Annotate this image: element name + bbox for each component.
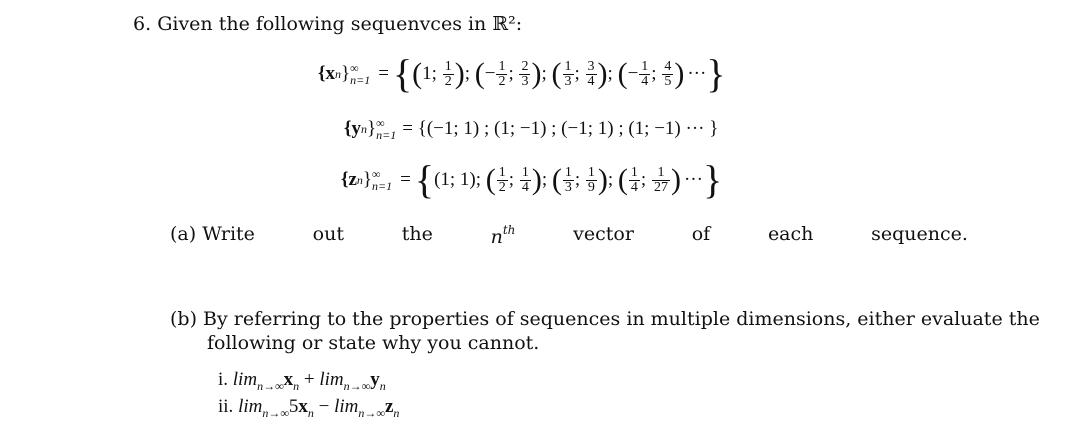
part-b-line1 — [170, 308, 1040, 330]
part-a-word: of — [691, 223, 711, 245]
sequence-y: {y n } ∞ n=1 = {(−1; 1) ; (1; −1) ; (−1; 1) ; (1; −1) ··· } — [344, 116, 719, 142]
part-a-word: sequence. — [871, 223, 968, 245]
part-b-label: (b) — [170, 308, 197, 330]
item-numeral: ii. — [218, 396, 234, 417]
question-header — [133, 13, 522, 35]
part-a-word: the — [401, 223, 433, 245]
item-numeral: i. — [218, 369, 229, 390]
part-a — [170, 223, 968, 248]
sequence-y-terms: = {(−1; 1) ; (1; −1) ; (−1; 1) ; (1; −1) ··· } — [402, 118, 719, 139]
part-b-item-i: i. $\lim_{n\to\infty}x_n + \lim_{n\to\infty}y_n$ — [218, 369, 386, 393]
part-a-nth: $n^{th}$ — [490, 223, 516, 248]
part-a-word: out — [312, 223, 344, 245]
part-a-word: each — [767, 223, 814, 245]
question-number: 6. — [133, 13, 152, 35]
sequence-z: {z n } ∞ n=1 = { (1; 1); ( $\frac{1}{2}$ ; $\frac{1}{4}$ ) ; ( $\frac{1}{3}$ ; $\frac{1}{9}$ ) ; ( $\frac{1}{4}$ ; $\frac{1}{27}$ ) ··· } — [341, 157, 723, 202]
part-a-word: vector — [573, 223, 634, 245]
part-b-item-ii: ii. $\lim_{n\to\infty}5x_n - \lim_{n\to\infty}z_n$ — [218, 396, 400, 420]
sequence-x: {x n } ∞ n=1 = { ( 1; $\frac{1}{2}$ ) ; ( − $\frac{1}{2}$ ; $\frac{2}{3}$ ) ; ( $\frac{1}{3}$ ; $\frac{3}{4}$ ) ; ( − $\frac{1}{4}$ ; $\frac{4}{5}$ ) ··· } — [318, 51, 726, 96]
part-b-line2: following or state why you cannot. — [207, 332, 540, 354]
part-a-label: (a) Write — [170, 223, 255, 245]
question-prompt: Given the following sequenvces in ℝ²: — [157, 13, 523, 35]
part-b-text: By referring to the properties of sequences in multiple dimensions, either evaluate the — [203, 308, 1040, 330]
